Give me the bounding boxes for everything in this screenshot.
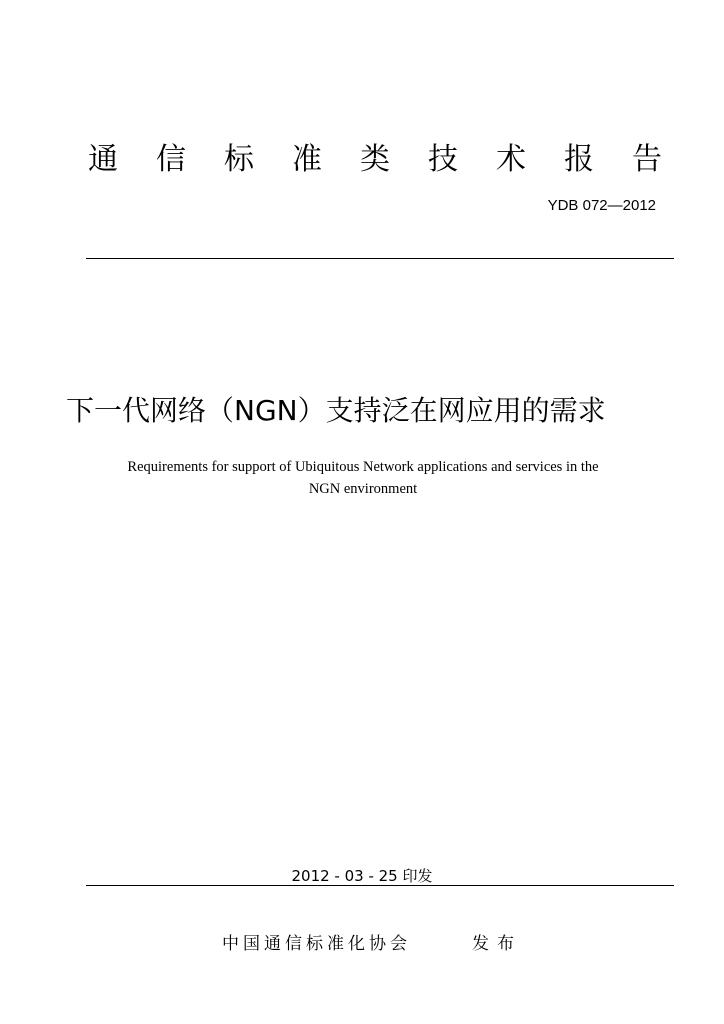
issue-date: 2012 - 03 - 25 印发 bbox=[291, 867, 433, 885]
english-title bbox=[70, 456, 656, 500]
document-number: YDB 072—2012 bbox=[547, 197, 656, 214]
report-type-char: 准 bbox=[292, 142, 322, 177]
english-title-line: NGN environment bbox=[308, 481, 418, 497]
report-type-char: 类 bbox=[360, 142, 390, 177]
report-type-char: 术 bbox=[496, 142, 526, 177]
publish-label: 发布 bbox=[472, 934, 522, 954]
top-divider bbox=[86, 258, 674, 259]
report-type-heading bbox=[86, 140, 664, 180]
report-type-char: 技 bbox=[428, 142, 458, 177]
english-title-line: Requirements for support of Ubiquitous Network applications and services in the bbox=[127, 459, 599, 475]
report-type-char: 通 bbox=[88, 142, 118, 177]
publisher-name: 中国通信标准化协会 bbox=[222, 934, 411, 954]
report-type-char: 告 bbox=[632, 142, 662, 177]
chinese-title: 下一代网络（NGN）支持泛在网应用的需求 bbox=[66, 394, 606, 427]
report-type-char: 报 bbox=[564, 142, 594, 177]
bottom-divider bbox=[86, 885, 674, 886]
report-type-char: 标 bbox=[224, 142, 254, 177]
report-type-char: 信 bbox=[156, 142, 186, 177]
